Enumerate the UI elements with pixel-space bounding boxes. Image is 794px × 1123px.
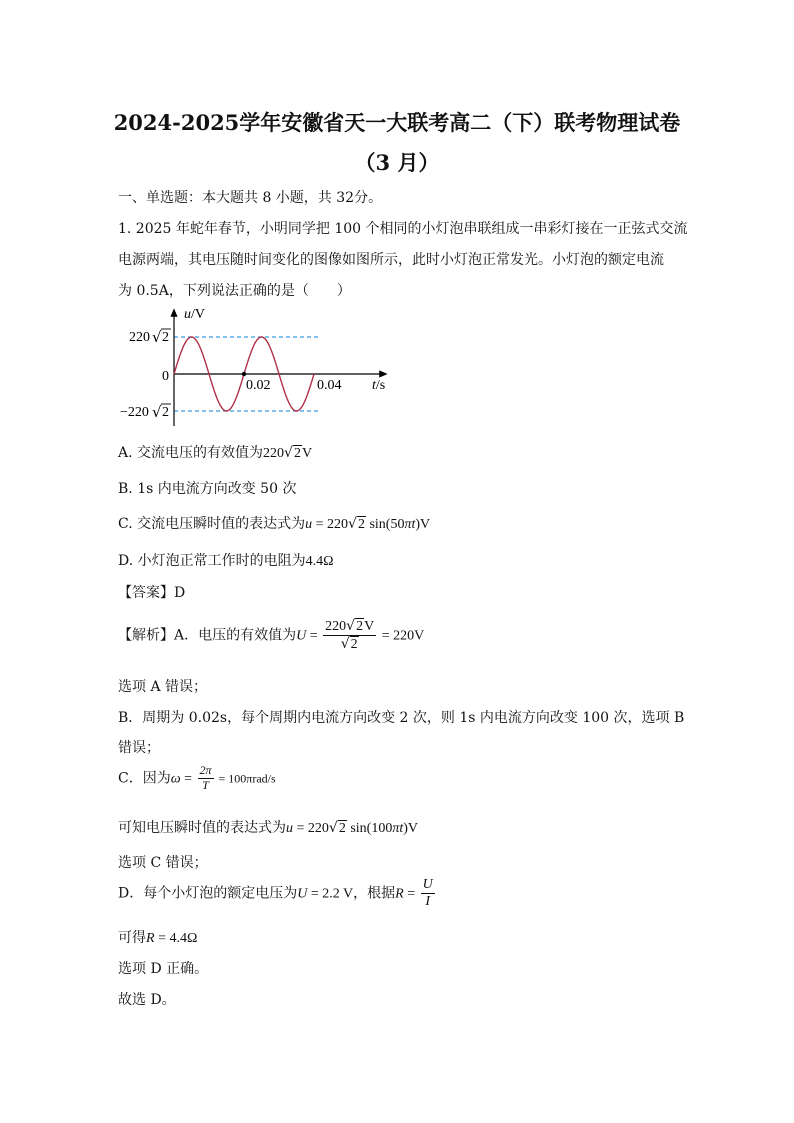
x-axis-label: t/s — [372, 378, 386, 393]
page-subtitle: （3 月） — [354, 150, 440, 175]
y-max-label: 220 — [129, 330, 150, 345]
analysis-a-fraction: $\frac{220√2V}{√2}$ — [325, 618, 375, 653]
final-answer: 故选 D。 — [118, 992, 176, 1008]
option-b: B. 1s 内电流方向改变 50 次 — [118, 481, 297, 497]
analysis-b-line-2: 错误； — [118, 740, 160, 756]
x-tick-0.02: 0.02 — [246, 378, 271, 393]
analysis-b-line-1: B．周期为 0.02s，每个周期内电流方向改变 2 次，则 1s 内电流方向改变 100 次，选项 B — [118, 710, 685, 726]
answer: 【答案】D — [118, 585, 186, 601]
analysis-d-conclusion: 选项 D 正确。 — [118, 961, 209, 977]
origin-label: 0 — [162, 369, 169, 384]
option-d: D. 小灯泡正常工作时的电阻为4.4Ω — [118, 553, 334, 569]
analysis-c: C．因为ω = $\frac{2\pi}{T}$ = 100πrad/s — [118, 763, 276, 792]
section-heading: 一、单选题：本大题共 8 小题，共 32分。 — [118, 190, 383, 206]
period-point — [242, 372, 246, 376]
analysis-c-conclusion: 选项 C 错误； — [118, 855, 208, 871]
y-axis-label: u/V — [184, 307, 205, 322]
voltage-time-graph — [118, 300, 408, 430]
y-min-radical: √ — [152, 403, 162, 421]
option-a-text: A. 交流电压的有效值为 — [118, 445, 264, 461]
x-tick-0.04: 0.04 — [317, 378, 342, 393]
analysis-c-expression: 可知电压瞬时值的表达式为u = 220√2 sin(100πt)V — [118, 820, 419, 836]
question-line-2: 电源两端，其电压随时间变化的图像如图所示，此时小灯泡正常发光。小灯泡的额定电流 — [118, 252, 664, 268]
y-min-label: −220 — [120, 405, 149, 420]
y-min-radicand: 2 — [162, 405, 169, 420]
analysis-a: 【解析】A．电压的有效值为U = $\frac{220√2V}{√2}$ = 220V — [118, 618, 425, 653]
y-max-radical: √ — [152, 328, 162, 346]
analysis-d: D．每个小灯泡的额定电压为U = 2.2 V，根据R = $\frac{U}{I}$ — [118, 877, 433, 910]
analysis-c-fraction: $\frac{2\pi}{T}$ — [199, 763, 212, 792]
y-max-radicand: 2 — [162, 330, 169, 345]
page-title: 2024-2025学年安徽省天一大联考高二（下）联考物理试卷 — [113, 110, 681, 135]
analysis-a-conclusion: 选项 A 错误； — [118, 679, 208, 695]
question-line-1: 1. 2025 年蛇年春节，小明同学把 100 个相同的小灯泡串联组成一串彩灯接在一正弦式交流 — [118, 221, 688, 237]
analysis-d-fraction: $\frac{U}{I}$ — [422, 877, 433, 910]
question-line-3: 为 0.5A，下列说法正确的是（ ） — [118, 283, 351, 299]
option-a: A. 交流电压的有效值为220√2V — [118, 445, 313, 461]
option-c: C. 交流电压瞬时值的表达式为u = 220√2 sin(50πt)V — [118, 516, 431, 532]
analysis-d-result: 可得R = 4.4Ω — [118, 930, 198, 946]
